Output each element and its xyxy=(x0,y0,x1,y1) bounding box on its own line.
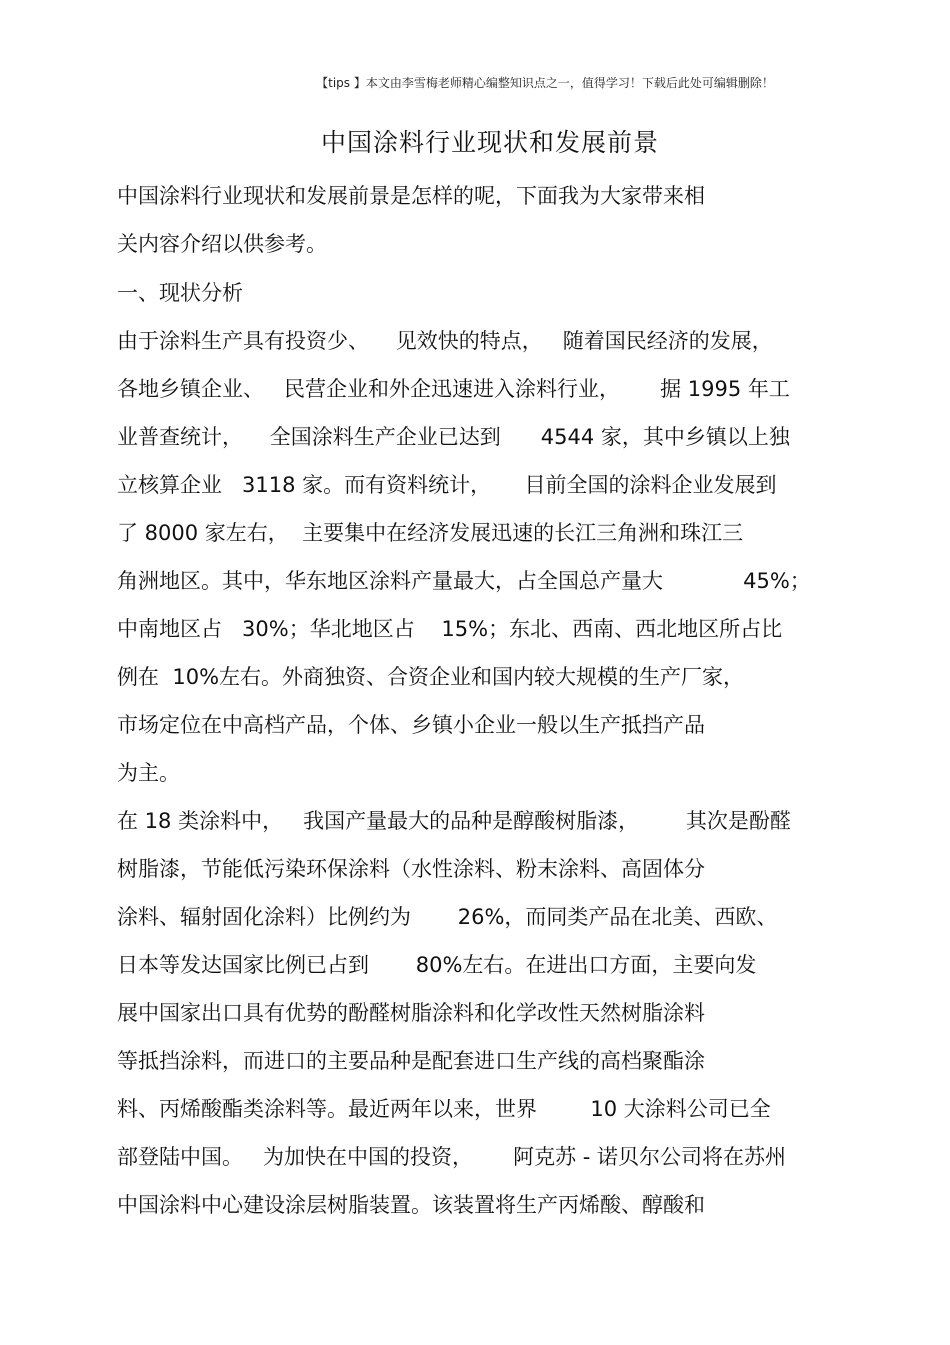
body-line: 料、丙烯酸酯类涂料等。最近两年以来，世界 10 大涂料公司已全 xyxy=(117,1097,771,1121)
body-line: 展中国家出口具有优势的酚醛树脂涂料和化学改性天然树脂涂料 xyxy=(117,1001,705,1025)
body-line: 关内容介绍以供参考。 xyxy=(117,232,327,256)
body-line: 例在 10%左右。外商独资、合资企业和国内较大规模的生产厂家， xyxy=(117,665,745,689)
body-line: 由于涂料生产具有投资少、 见效快的特点， 随着国民经济的发展， xyxy=(117,329,773,353)
section-heading: 一、现状分析 xyxy=(117,281,243,305)
body-line: 中国涂料中心建设涂层树脂装置。该装置将生产丙烯酸、醇酸和 xyxy=(117,1193,705,1217)
body-line: 各地乡镇企业、 民营企业和外企迅速进入涂料行业， 据 1995 年工 xyxy=(117,377,790,401)
body-line: 部登陆中国。 为加快在中国的投资， 阿克苏 - 诺贝尔公司将在苏州 xyxy=(117,1145,787,1169)
body-line: 在 18 类涂料中， 我国产量最大的品种是醇酸树脂漆， 其次是酚醛 xyxy=(117,809,791,833)
body-line: 等抵挡涂料，而进口的主要品种是配套进口生产线的高档聚酯涂 xyxy=(117,1049,705,1073)
document-title: 中国涂料行业现状和发展前景 xyxy=(320,128,659,157)
body-line: 树脂漆，节能低污染环保涂料（水性涂料、粉末涂料、高固体分 xyxy=(117,857,705,881)
body-line: 业普查统计， 全国涂料生产企业已达到 4544 家，其中乡镇以上独 xyxy=(117,425,790,449)
body-line: 立核算企业 3118 家。而有资料统计， 目前全国的涂料企业发展到 xyxy=(117,473,777,497)
body-line: 中国涂料行业现状和发展前景是怎样的呢，下面我为大家带来相 xyxy=(117,184,705,208)
body-line: 角洲地区。其中，华东地区涂料产量最大，占全国总产量大 45%； xyxy=(117,569,811,593)
body-line: 了 8000 家左右， 主要集中在经济发展迅速的长江三角洲和珠江三 xyxy=(117,521,744,545)
tips-banner: 【tips 】本文由李雪梅老师精心编整知识点之一，值得学习！下载后此处可编辑删除！ xyxy=(316,76,774,90)
body-line: 为主。 xyxy=(117,761,180,785)
body-line: 涂料、辐射固化涂料）比例约为 26%，而同类产品在北美、西欧、 xyxy=(117,905,778,929)
body-line: 中南地区占 30%；华北地区占 15%；东北、西南、西北地区所占比 xyxy=(117,617,783,641)
body-line: 市场定位在中高档产品，个体、乡镇小企业一般以生产抵挡产品 xyxy=(117,713,705,737)
body-line: 日本等发达国家比例已占到 80%左右。在进出口方面，主要向发 xyxy=(117,953,757,977)
